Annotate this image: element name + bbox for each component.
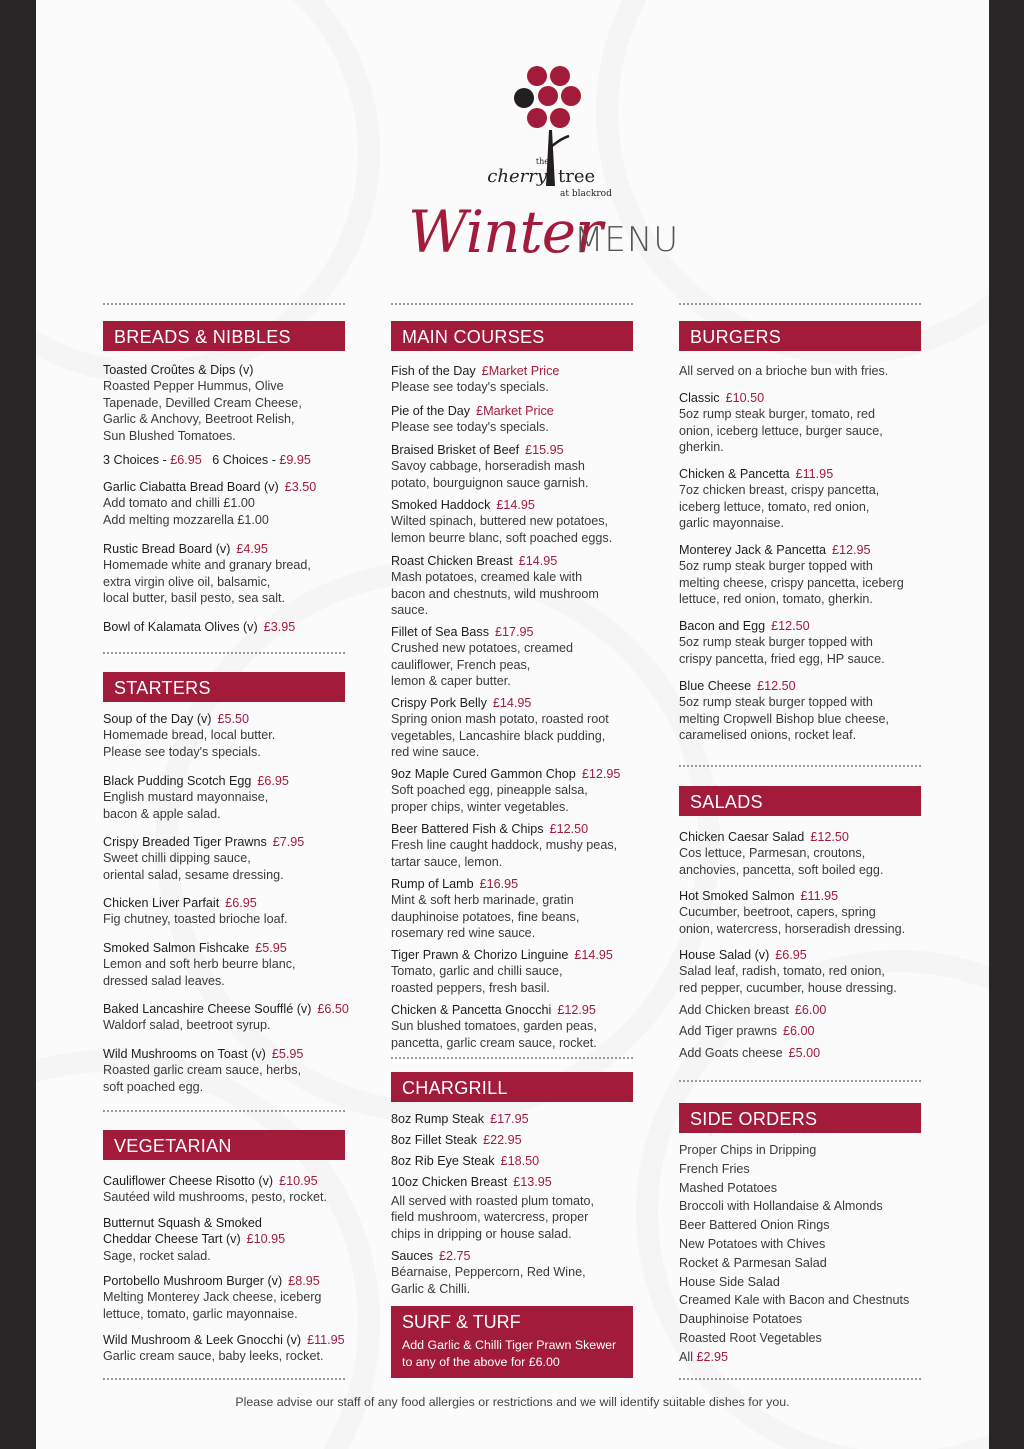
item-desc: Salad leaf, radish, tomato, red onion, red pepper, cucumber, house dressing. <box>679 964 897 995</box>
item-price: £5.95 <box>255 941 287 955</box>
item-price: £10.95 <box>246 1232 286 1247</box>
menu-item <box>679 618 885 667</box>
item-price: £6.95 <box>775 948 807 962</box>
menu-item <box>679 829 883 878</box>
item-price: £6.95 <box>257 774 289 788</box>
item-desc: Fresh line caught haddock, mushy peas, tartar sauce, lemon. <box>391 838 618 869</box>
item-name: Beer Battered Fish & Chips <box>391 822 544 836</box>
item-desc: Savoy cabbage, horseradish mash potato, bourguignon sauce garnish. <box>391 459 589 490</box>
item-name: Chicken Liver Parfait <box>103 896 220 910</box>
menu-item <box>679 542 904 608</box>
item-name: Sauces <box>391 1249 434 1263</box>
item-desc: English mustard mayonnaise, bacon & apple salad. <box>103 790 269 821</box>
addon-price: £5.00 <box>788 1046 821 1060</box>
item-price: £15.95 <box>525 443 564 457</box>
item-price: £12.50 <box>757 679 796 693</box>
title-script: Winter <box>408 198 602 266</box>
side-item: Mashed Potatoes <box>679 1180 778 1195</box>
item-price: £12.95 <box>557 1003 596 1017</box>
item-name: Tiger Prawn & Chorizo Linguine <box>391 948 569 962</box>
item-price: £12.50 <box>771 619 810 633</box>
item-price: £14.95 <box>492 696 532 710</box>
item-price: £10.50 <box>725 391 765 405</box>
item-price: £17.95 <box>490 1112 529 1126</box>
menu-item <box>391 624 573 690</box>
menu-item <box>391 1153 539 1169</box>
menu-item <box>103 479 316 528</box>
side-orders-list <box>679 1141 909 1367</box>
addon-name: Add Tiger prawns <box>679 1024 778 1038</box>
item-price: £22.95 <box>483 1133 522 1147</box>
item-name: Smoked Salmon Fishcake <box>103 941 250 955</box>
section-heading-breads: BREADS & NIBBLES <box>103 321 345 351</box>
divider <box>391 303 633 305</box>
logo-name-left: cherry <box>487 166 547 187</box>
menu-item <box>391 1132 522 1148</box>
menu-item <box>391 363 559 396</box>
item-name: Rustic Bread Board (v) <box>103 542 231 556</box>
addon-item <box>679 1023 815 1039</box>
cherry-tree-logo <box>476 60 626 210</box>
item-name: Classic <box>679 391 720 405</box>
choices-line <box>103 453 311 467</box>
item-desc: Sun blushed tomatoes, garden peas, pancetta, garlic cream sauce, rocket. <box>391 1019 597 1050</box>
item-desc: Béarnaise, Peppercorn, Red Wine, Garlic & Chilli. <box>391 1265 586 1296</box>
side-all-price <box>679 1348 909 1367</box>
menu-item <box>103 1273 321 1322</box>
item-price: £13.95 <box>513 1175 552 1189</box>
surf-desc: Add Garlic & Chilli Tiger Prawn Skewer to any of the above for £6.00 <box>402 1338 617 1369</box>
side-item: Proper Chips in Dripping <box>679 1143 817 1157</box>
side-item: Dauphinoise Potatoes <box>679 1312 803 1327</box>
menu-item <box>391 947 613 996</box>
item-name: Crispy Pork Belly <box>391 696 487 710</box>
divider <box>391 1057 633 1059</box>
item-name: Smoked Haddock <box>391 498 491 512</box>
menu-item <box>103 1332 345 1365</box>
menu-item <box>103 541 311 607</box>
chargrill-note: All served with roasted plum tomato, field mushroom, watercress, proper chips in dripping or house salad. <box>391 1194 594 1241</box>
side-item: Rocket & Parmesan Salad <box>679 1255 827 1270</box>
item-name: Crispy Breaded Tiger Prawns <box>103 835 267 849</box>
menu-title <box>408 198 708 278</box>
item-price: £11.95 <box>795 467 834 481</box>
item-price: £3.95 <box>263 620 296 634</box>
item-desc: 5oz rump steak burger, tomato, red onion, iceberg lettuce, burger sauce, gherkin. <box>679 407 883 455</box>
item-name: Fillet of Sea Bass <box>391 625 489 639</box>
divider <box>103 652 345 654</box>
allergy-footer: Please advise our staff of any food allergies or restrictions and we will identify suitable dishes for you. <box>235 1395 790 1409</box>
item-name: 10oz Chicken Breast <box>391 1175 508 1189</box>
item-price: £3.50 <box>284 480 317 494</box>
item-name: Chicken & Pancetta <box>679 467 790 481</box>
item-desc: Crushed new potatoes, creamed cauliflower, French peas, lemon & caper butter. <box>391 641 574 689</box>
item-price: £5.50 <box>217 712 250 726</box>
item-desc: Tomato, garlic and chilli sauce, roasted peppers, fresh basil. <box>391 964 563 995</box>
item-desc: Sweet chilli dipping sauce, oriental salad, sesame dressing. <box>103 851 284 882</box>
item-name: Roast Chicken Breast <box>391 554 513 568</box>
choice-price: £6.95 <box>170 453 202 467</box>
menu-item <box>391 1111 529 1127</box>
addon-price: £6.00 <box>794 1003 827 1017</box>
item-price: £Market Price <box>481 364 560 378</box>
item-name: Blue Cheese <box>679 679 752 693</box>
item-price: £Market Price <box>476 404 554 418</box>
choice-label: 3 Choices - <box>103 453 171 467</box>
menu-item <box>679 678 889 744</box>
item-name: House Salad (v) <box>679 948 770 962</box>
section-heading-burgers: BURGERS <box>679 321 921 351</box>
item-price: £10.95 <box>279 1174 318 1188</box>
menu-item <box>103 1173 327 1206</box>
menu-item <box>103 834 304 883</box>
item-price: £12.95 <box>581 767 621 781</box>
item-desc: Homemade white and granary bread, extra virgin olive oil, balsamic, local butter, basil pesto, sea salt. <box>103 558 311 606</box>
menu-item <box>679 390 883 456</box>
side-item: French Fries <box>679 1161 750 1176</box>
section-heading-salads: SALADS <box>679 786 921 816</box>
background-swirl <box>596 0 989 364</box>
item-name: Butternut Squash & Smoked Cheddar Cheese Tart (v) <box>103 1216 262 1247</box>
addon-name: Add Chicken breast <box>679 1003 789 1017</box>
item-name: 8oz Rib Eye Steak <box>391 1154 495 1168</box>
side-item: Roasted Root Vegetables <box>679 1330 822 1345</box>
item-price: £7.95 <box>272 835 305 849</box>
item-desc: Lemon and soft herb beurre blanc, dressed salad leaves. <box>103 957 296 988</box>
side-item: House Side Salad <box>679 1274 780 1289</box>
divider <box>103 1110 345 1112</box>
menu-item <box>391 1248 586 1297</box>
divider <box>679 303 921 305</box>
item-price: £14.95 <box>518 554 558 568</box>
item-name: Braised Brisket of Beef <box>391 443 520 457</box>
logo-name-right: tree <box>558 166 596 187</box>
item-desc: Wilted spinach, buttered new potatoes, lemon beurre blanc, soft poached eggs. <box>391 514 613 545</box>
addon-price: £6.00 <box>783 1024 815 1038</box>
section-heading-mains: MAIN COURSES <box>391 321 633 351</box>
item-name: Wild Mushroom & Leek Gnocchi (v) <box>103 1333 302 1347</box>
side-all-value: £2.95 <box>696 1349 729 1364</box>
item-desc: Please see today's specials. <box>391 380 549 395</box>
menu-item <box>391 403 554 436</box>
menu-item <box>679 888 905 937</box>
divider <box>679 765 921 767</box>
item-desc: Sage, rocket salad. <box>103 1248 211 1263</box>
item-price: £2.75 <box>439 1249 471 1263</box>
divider <box>679 1378 921 1380</box>
item-name: Toasted Croûtes & Dips (v) <box>103 363 254 377</box>
item-price: £12.50 <box>549 822 589 836</box>
menu-item <box>103 940 296 989</box>
item-price: £8.95 <box>288 1274 320 1288</box>
menu-item <box>391 1002 597 1051</box>
addon-name: Add Goats cheese <box>679 1046 783 1060</box>
side-item: New Potatoes with Chives <box>679 1236 826 1251</box>
menu-item <box>391 1174 552 1190</box>
item-desc: Soft poached egg, pineapple salsa, proper chips, winter vegetables. <box>391 783 588 814</box>
item-name: Chicken & Pancetta Gnocchi <box>391 1003 552 1017</box>
item-desc: Please see today's specials. <box>391 420 549 435</box>
section-heading-sides: SIDE ORDERS <box>679 1103 921 1133</box>
item-desc: Add tomato and chilli £1.00 Add melting mozzarella £1.00 <box>103 496 269 527</box>
menu-item <box>103 1215 285 1264</box>
menu-item <box>391 766 620 815</box>
section-heading-starters: STARTERS <box>103 672 345 702</box>
item-desc: Sautéed wild mushrooms, pesto, rocket. <box>103 1190 327 1205</box>
item-price: £12.50 <box>810 830 849 844</box>
item-name: Cauliflower Cheese Risotto (v) <box>103 1174 274 1188</box>
menu-item <box>391 821 617 870</box>
menu-item <box>391 695 609 761</box>
burgers-intro: All served on a brioche bun with fries. <box>679 364 889 378</box>
divider <box>679 1080 921 1082</box>
side-all-label: All <box>679 1349 693 1364</box>
choice-price: £9.95 <box>279 453 311 467</box>
menu-item <box>391 876 579 942</box>
side-item: Broccoli with Hollandaise & Almonds <box>679 1199 883 1214</box>
item-desc: Cucumber, beetroot, capers, spring onion, watercress, horseradish dressing. <box>679 905 906 936</box>
menu-sheet <box>36 0 989 1449</box>
item-desc: Roasted garlic cream sauce, herbs, soft poached egg. <box>103 1063 302 1094</box>
item-name: Fish of the Day <box>391 364 476 378</box>
item-price: £4.95 <box>236 542 268 556</box>
item-name: 9oz Maple Cured Gammon Chop <box>391 767 576 781</box>
item-price: £14.95 <box>574 948 613 962</box>
menu-item <box>103 1046 303 1095</box>
menu-item <box>391 442 588 491</box>
menu-item <box>103 362 302 444</box>
item-desc: 5oz rump steak burger topped with melting cheese, crispy pancetta, iceberg lettuce, red onion, tomato, gherkin. <box>679 559 904 607</box>
menu-item <box>679 466 879 532</box>
item-name: Wild Mushrooms on Toast (v) <box>103 1047 266 1061</box>
item-desc: Homemade bread, local butter. Please see today's specials. <box>103 728 276 759</box>
menu-item <box>679 947 897 996</box>
item-name: Bowl of Kalamata Olives (v) <box>103 620 258 634</box>
item-name: Pie of the Day <box>391 404 471 418</box>
item-name: Rump of Lamb <box>391 877 474 891</box>
item-price: £11.95 <box>800 889 839 903</box>
choice-label: 6 Choices - <box>212 453 280 467</box>
item-desc: Fig chutney, toasted brioche loaf. <box>103 912 288 927</box>
item-desc: 5oz rump steak burger topped with melting Cropwell Bishop blue cheese, caramelised onions, rocket leaf. <box>679 695 890 743</box>
menu-item <box>391 497 612 546</box>
item-name: 8oz Fillet Steak <box>391 1133 478 1147</box>
item-name: 8oz Rump Steak <box>391 1112 485 1126</box>
item-desc: Melting Monterey Jack cheese, iceberg lettuce, tomato, garlic mayonnaise. <box>103 1290 322 1321</box>
item-desc: Mash potatoes, creamed kale with bacon and chestnuts, wild mushroom sauce. <box>391 570 599 618</box>
item-price: £11.95 <box>307 1333 345 1347</box>
title-word: MENU <box>574 220 680 260</box>
addon-item <box>679 1045 820 1061</box>
item-price: £6.95 <box>225 896 257 910</box>
item-price: £14.95 <box>496 498 535 512</box>
item-desc: Garlic cream sauce, baby leeks, rocket. <box>103 1349 324 1364</box>
item-name: Garlic Ciabatta Bread Board (v) <box>103 480 279 494</box>
side-item: Creamed Kale with Bacon and Chestnuts <box>679 1293 910 1308</box>
item-desc: Cos lettuce, Parmesan, croutons, anchovies, pancetta, soft boiled egg. <box>679 846 884 877</box>
item-desc: Roasted Pepper Hummus, Olive Tapenade, Devilled Cream Cheese, Garlic & Anchovy, Beetroot Relish, Sun Blushed Tomatoes. <box>103 379 302 443</box>
surf-and-turf-box <box>391 1306 633 1378</box>
section-heading-vegetarian: VEGETARIAN <box>103 1130 345 1160</box>
item-name: Hot Smoked Salmon <box>679 889 795 903</box>
item-price: £12.95 <box>832 543 871 557</box>
item-price: £17.95 <box>495 625 534 639</box>
item-name: Chicken Caesar Salad <box>679 830 805 844</box>
logo-location: at blackrod <box>560 189 612 199</box>
section-heading-chargrill: CHARGRILL <box>391 1072 633 1102</box>
item-name: Monterey Jack & Pancetta <box>679 543 826 557</box>
divider <box>103 1378 345 1380</box>
menu-item <box>391 553 599 619</box>
item-desc: Waldorf salad, beetroot syrup. <box>103 1018 271 1033</box>
item-price: £6.50 <box>317 1002 349 1016</box>
item-price: £5.95 <box>271 1047 304 1061</box>
item-desc: Spring onion mash potato, roasted root vegetables, Lancashire black pudding, red wine sauce. <box>391 712 609 760</box>
item-price: £18.50 <box>500 1154 540 1168</box>
item-name: Baked Lancashire Cheese Soufflé (v) <box>103 1002 312 1016</box>
menu-item <box>103 895 288 928</box>
item-name: Soup of the Day (v) <box>103 712 212 726</box>
item-desc: 7oz chicken breast, crispy pancetta, iceberg lettuce, tomato, red onion, garlic mayonnaise. <box>679 483 880 531</box>
logo-the: the <box>535 157 549 166</box>
section-heading-surf: SURF & TURF <box>402 1312 521 1332</box>
item-name: Black Pudding Scotch Egg <box>103 774 252 788</box>
menu-item <box>103 711 275 760</box>
side-item: Beer Battered Onion Rings <box>679 1218 830 1233</box>
menu-item <box>103 773 289 822</box>
item-desc: Mint & soft herb marinade, gratin dauphinoise potatoes, fine beans, rosemary red wine sauce. <box>391 893 580 941</box>
menu-item <box>103 619 295 635</box>
item-name: Portobello Mushroom Burger (v) <box>103 1274 283 1288</box>
menu-item <box>103 1001 349 1034</box>
addon-item <box>679 1002 826 1018</box>
item-desc: 5oz rump steak burger topped with crispy pancetta, fried egg, HP sauce. <box>679 635 885 666</box>
divider <box>103 303 345 305</box>
item-price: £16.95 <box>479 877 519 891</box>
item-name: Bacon and Egg <box>679 619 766 633</box>
